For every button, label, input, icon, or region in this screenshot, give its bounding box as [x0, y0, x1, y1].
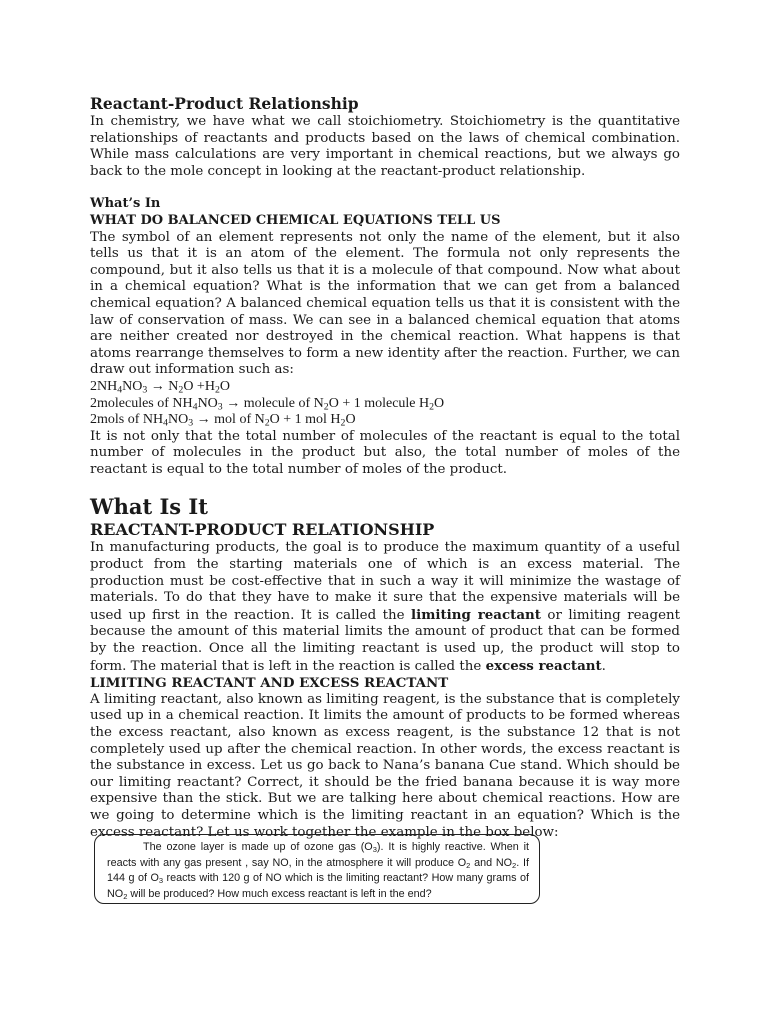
- whats-in-body: The symbol of an element represents not only the name of the element, but it also tells us that it is an atom of the element. The formula not only represents the compound, but it also tells us that it is a molecule of that compound. Now what about in a chemical equation? What is the information that we can get from a balanced chemical equation? A balanced chemical equation tells us that it is consistent with the law of conservation of mass. We can see in a balanced chemical equation that atoms are neither created nor destroyed in the chemical reaction. What happens is that atoms rearrange themselves to form a new identity after the reaction. Further, we can draw out information such as:: [90, 229, 680, 378]
- excess-reactant-term: excess reactant: [485, 657, 602, 674]
- whats-in-heading: WHAT DO BALANCED CHEMICAL EQUATIONS TELL US: [90, 212, 501, 228]
- document-page: [90, 94, 680, 841]
- whats-in-conclusion: It is not only that the total number of molecules of the reactant is equal to the total number of molecules in the product but also, the total number of moles of the reactant is equal to the total number of moles of the product.: [90, 428, 680, 477]
- equation-2: 2molecules of $NH_4NO_3$ → molecule of $N_2O + 1$ molecule $H_2O$: [90, 395, 445, 412]
- limiting-excess-heading: LIMITING REACTANT AND EXCESS REACTANT: [90, 675, 449, 692]
- what-is-it-heading: REACTANT-PRODUCT RELATIONSHIP: [90, 520, 435, 540]
- what-is-it-body: In manufacturing products, the goal is to produce the maximum quantity of a useful product from the starting materials one of which is an excess material. The production must be cost-effective that in such a way it will minimize the wastage of materials. To do that they have to make it sure that the expensive materials will be used up first in the reaction. It is called the limiting reactant or limiting reagent because the amount of this material limits the amount of product that can be formed by the reaction. Once all the limiting reactant is used up, the product will stop to form. The material that is left in the reaction is called the excess reactant.: [90, 540, 681, 674]
- equation-3: 2mols of $NH_4NO_3$ → mol of $N_2O + 1$ mol $H_2O$: [90, 412, 356, 429]
- intro-paragraph: In chemistry, we have what we call stoichiometry. Stoichiometry is the quantitative relationships of reactants and products based on the laws of chemical combination. While mass calculations are very important in chemical reactions, but we always go back to the mole concept in looking at the reactant-product relationship.: [90, 114, 680, 179]
- example-box: [94, 834, 540, 904]
- example-text: The ozone layer is made up of ozone gas $(O_3)$. It is highly reactive. When it reacts with any gas present , say NO, in the atmosphere it will produce $O_2$ and $NO_2$. If 144 g of $O_3$ reacts with 120 g of NO which is the limiting reactant? How many grams of $NO_2$ will be produced? How much excess reactant is left in the end?: [107, 841, 530, 901]
- equation-1: $2NH_4NO_3 \to N_2O +H_2O$: [90, 378, 230, 396]
- limiting-excess-body: A limiting reactant, also known as limiting reagent, is the substance that is completely used up in a chemical reaction. It limits the amount of products to be formed whereas the excess reactant, also known as excess reagent, is the substance 12 that is not completely used up after the chemical reaction. In other words, the excess reactant is the substance in excess. Let us go back to Nana’s banana Cue stand. Which should be our limiting reactant? Correct, it should be the fried banana because it is way more expensive than the stick. But we are talking here about chemical reactions. How are we going to determine which is the limiting reactant in an equation? Which is the excess reactant? Let us work together the example in the box below:: [90, 691, 680, 840]
- section-title: Reactant-Product Relationship: [90, 94, 359, 113]
- what-is-it-title: What Is It: [90, 494, 208, 520]
- limiting-reactant-term: limiting reactant: [411, 606, 541, 623]
- whats-in-label: What’s In: [90, 196, 161, 212]
